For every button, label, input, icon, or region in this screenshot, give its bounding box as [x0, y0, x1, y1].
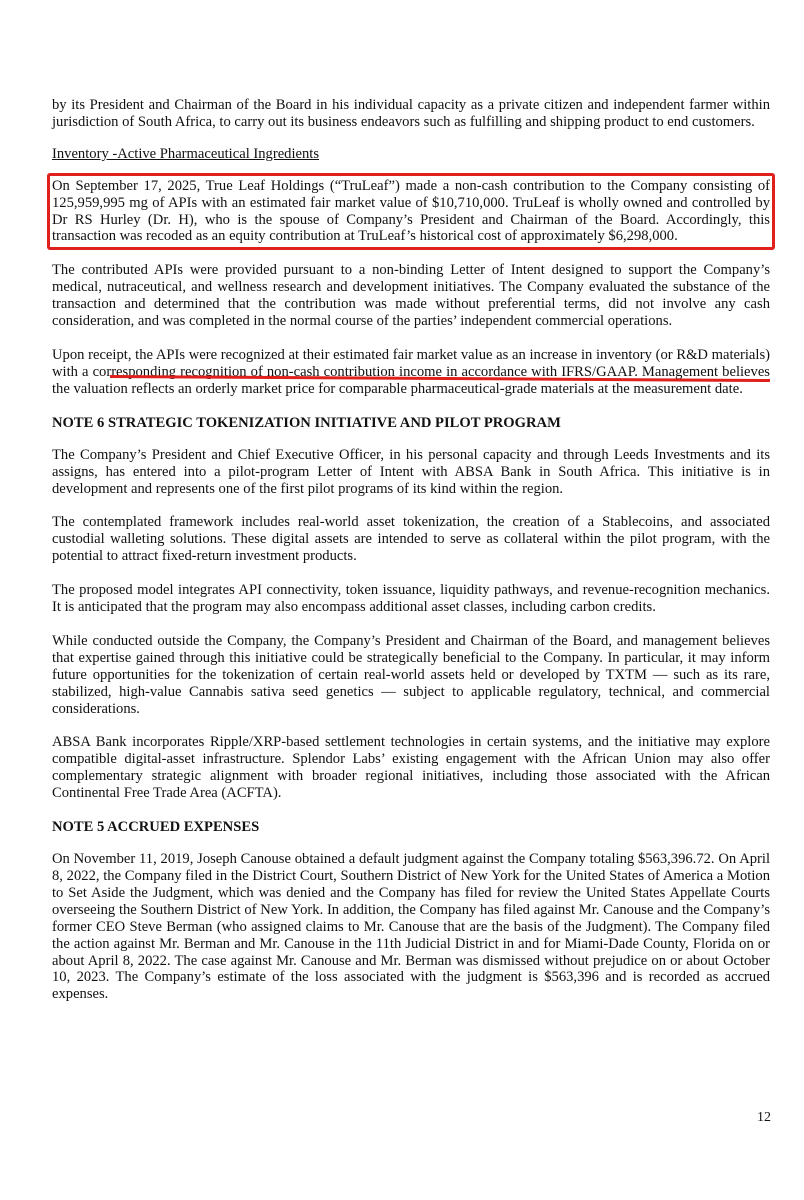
note6-paragraph-1: The Company’s President and Chief Executive Officer, in his personal capacity and through Leeds Investments and its assigns, has entered into a pilot-program Letter of Intent with ABSA Bank in South Africa. This initiative is in development and represents one of the first pilot programs of its kind within the region. [52, 446, 770, 497]
note6-paragraph-4: While conducted outside the Company, the Company’s President and Chairman of the Board, and management believes that expertise gained through this initiative could be strategically beneficial to the Company. In particular, it may inform future opportunities for the tokenization of certain real-world assets held or developed by TXTM — such as its rare, stabilized, high-value Cannabis sativa seed genetics — subject to applicable regulatory, technical, and commercial considerations. [52, 632, 770, 717]
intro-paragraph: by its President and Chairman of the Board in his individual capacity as a private citizen and independent farmer within jurisdiction of South Africa, to carry out its business endeavors such as fulfilling and shipping product to end customers. [52, 97, 770, 130]
note6-paragraph-2: The contemplated framework includes real-world asset tokenization, the creation of a Stablecoins, and associated custodial walleting solutions. These digital assets are intended to serve as collateral within the pilot program, with the potential to attract fixed-return investment products. [52, 514, 770, 565]
note6-paragraph-3: The proposed model integrates API connectivity, token issuance, liquidity pathways, and revenue-recognition mechanics. It is anticipated that the program may also encompass additional asset classes, including carbon credits. [52, 582, 770, 616]
document-page [52, 97, 770, 1003]
note6-paragraph-5: ABSA Bank incorporates Ripple/XRP-based settlement technologies in certain systems, and the initiative may explore compatible digital-asset infrastructure. Splendor Labs’ existing engagement with the African Union may also offer complementary strategic alignment with broader regional initiatives, including those associated with the African Continental Free Trade Area (ACFTA). [52, 734, 770, 802]
page-number: 12 [757, 1110, 771, 1125]
note5-heading: NOTE 5 ACCRUED EXPENSES [52, 819, 260, 836]
upon-receipt-paragraph: Upon receipt, the APIs were recognized at their estimated fair market value as an increase in inventory (or R&D materials) with a corresponding recognition of non-cash contribution income in accordance with IFRS/GAAP. Management believes the valuation reflects an orderly market price for comparable pharmaceutical-grade materials at the measurement date. [52, 346, 770, 397]
highlighted-paragraph-box [52, 178, 770, 246]
apis-contributed-paragraph: The contributed APIs were provided pursuant to a non-binding Letter of Intent designed to support the Company’s medical, nutraceutical, and wellness research and development initiatives. The Company evaluated the substance of the transaction and determined that the contribution was made without preferential terms, did not involve any cash consideration, and was completed in the normal course of the parties’ independent commercial operations. [52, 262, 770, 330]
truleaf-contribution-paragraph: On September 17, 2025, True Leaf Holdings (“TruLeaf”) made a non-cash contribution to the Company consisting of 125,959,995 mg of APIs with an estimated fair market value of $10,710,000. TruLeaf is wholly owned and controlled by Dr RS Hurley (Dr. H), who is the spouse of Company’s President and Chairman of the Board. Accordingly, this transaction was recoded as an equity contribution at TruLeaf’s historical cost of approximately $6,298,000. [52, 177, 770, 245]
upon-receipt-block [52, 347, 770, 398]
note5-paragraph-1: On November 11, 2019, Joseph Canouse obtained a default judgment against the Company totaling $563,396.72. On April 8, 2022, the Company filed in the District Court, Southern District of New York for the United States of America a Motion to Set Aside the Judgment, which was denied and the Company has filed for review the United States Appellate Courts overseeing the Southern District of New York. In addition, the Company has filed against Mr. Canouse and the Company’s former CEO Steve Berman (who assigned claims to Mr. Canouse that are the basis of the Judgment). The Company filed the action against Mr. Berman and Mr. Canouse in the 11th Judicial District in and for Miami-Dade County, Florida on or about April 8, 2022. The case against Mr. Canouse and Mr. Berman was dismissed without prejudice on or about October 10, 2023. The Company’s estimate of the loss associated with the judgment is $563,396 and is recorded as accrued expenses. [52, 851, 770, 1003]
inventory-subheading: Inventory -Active Pharmaceutical Ingredients [52, 145, 320, 162]
red-box-annotation [47, 173, 775, 251]
note6-heading: NOTE 6 STRATEGIC TOKENIZATION INITIATIVE AND PILOT PROGRAM [52, 414, 561, 431]
